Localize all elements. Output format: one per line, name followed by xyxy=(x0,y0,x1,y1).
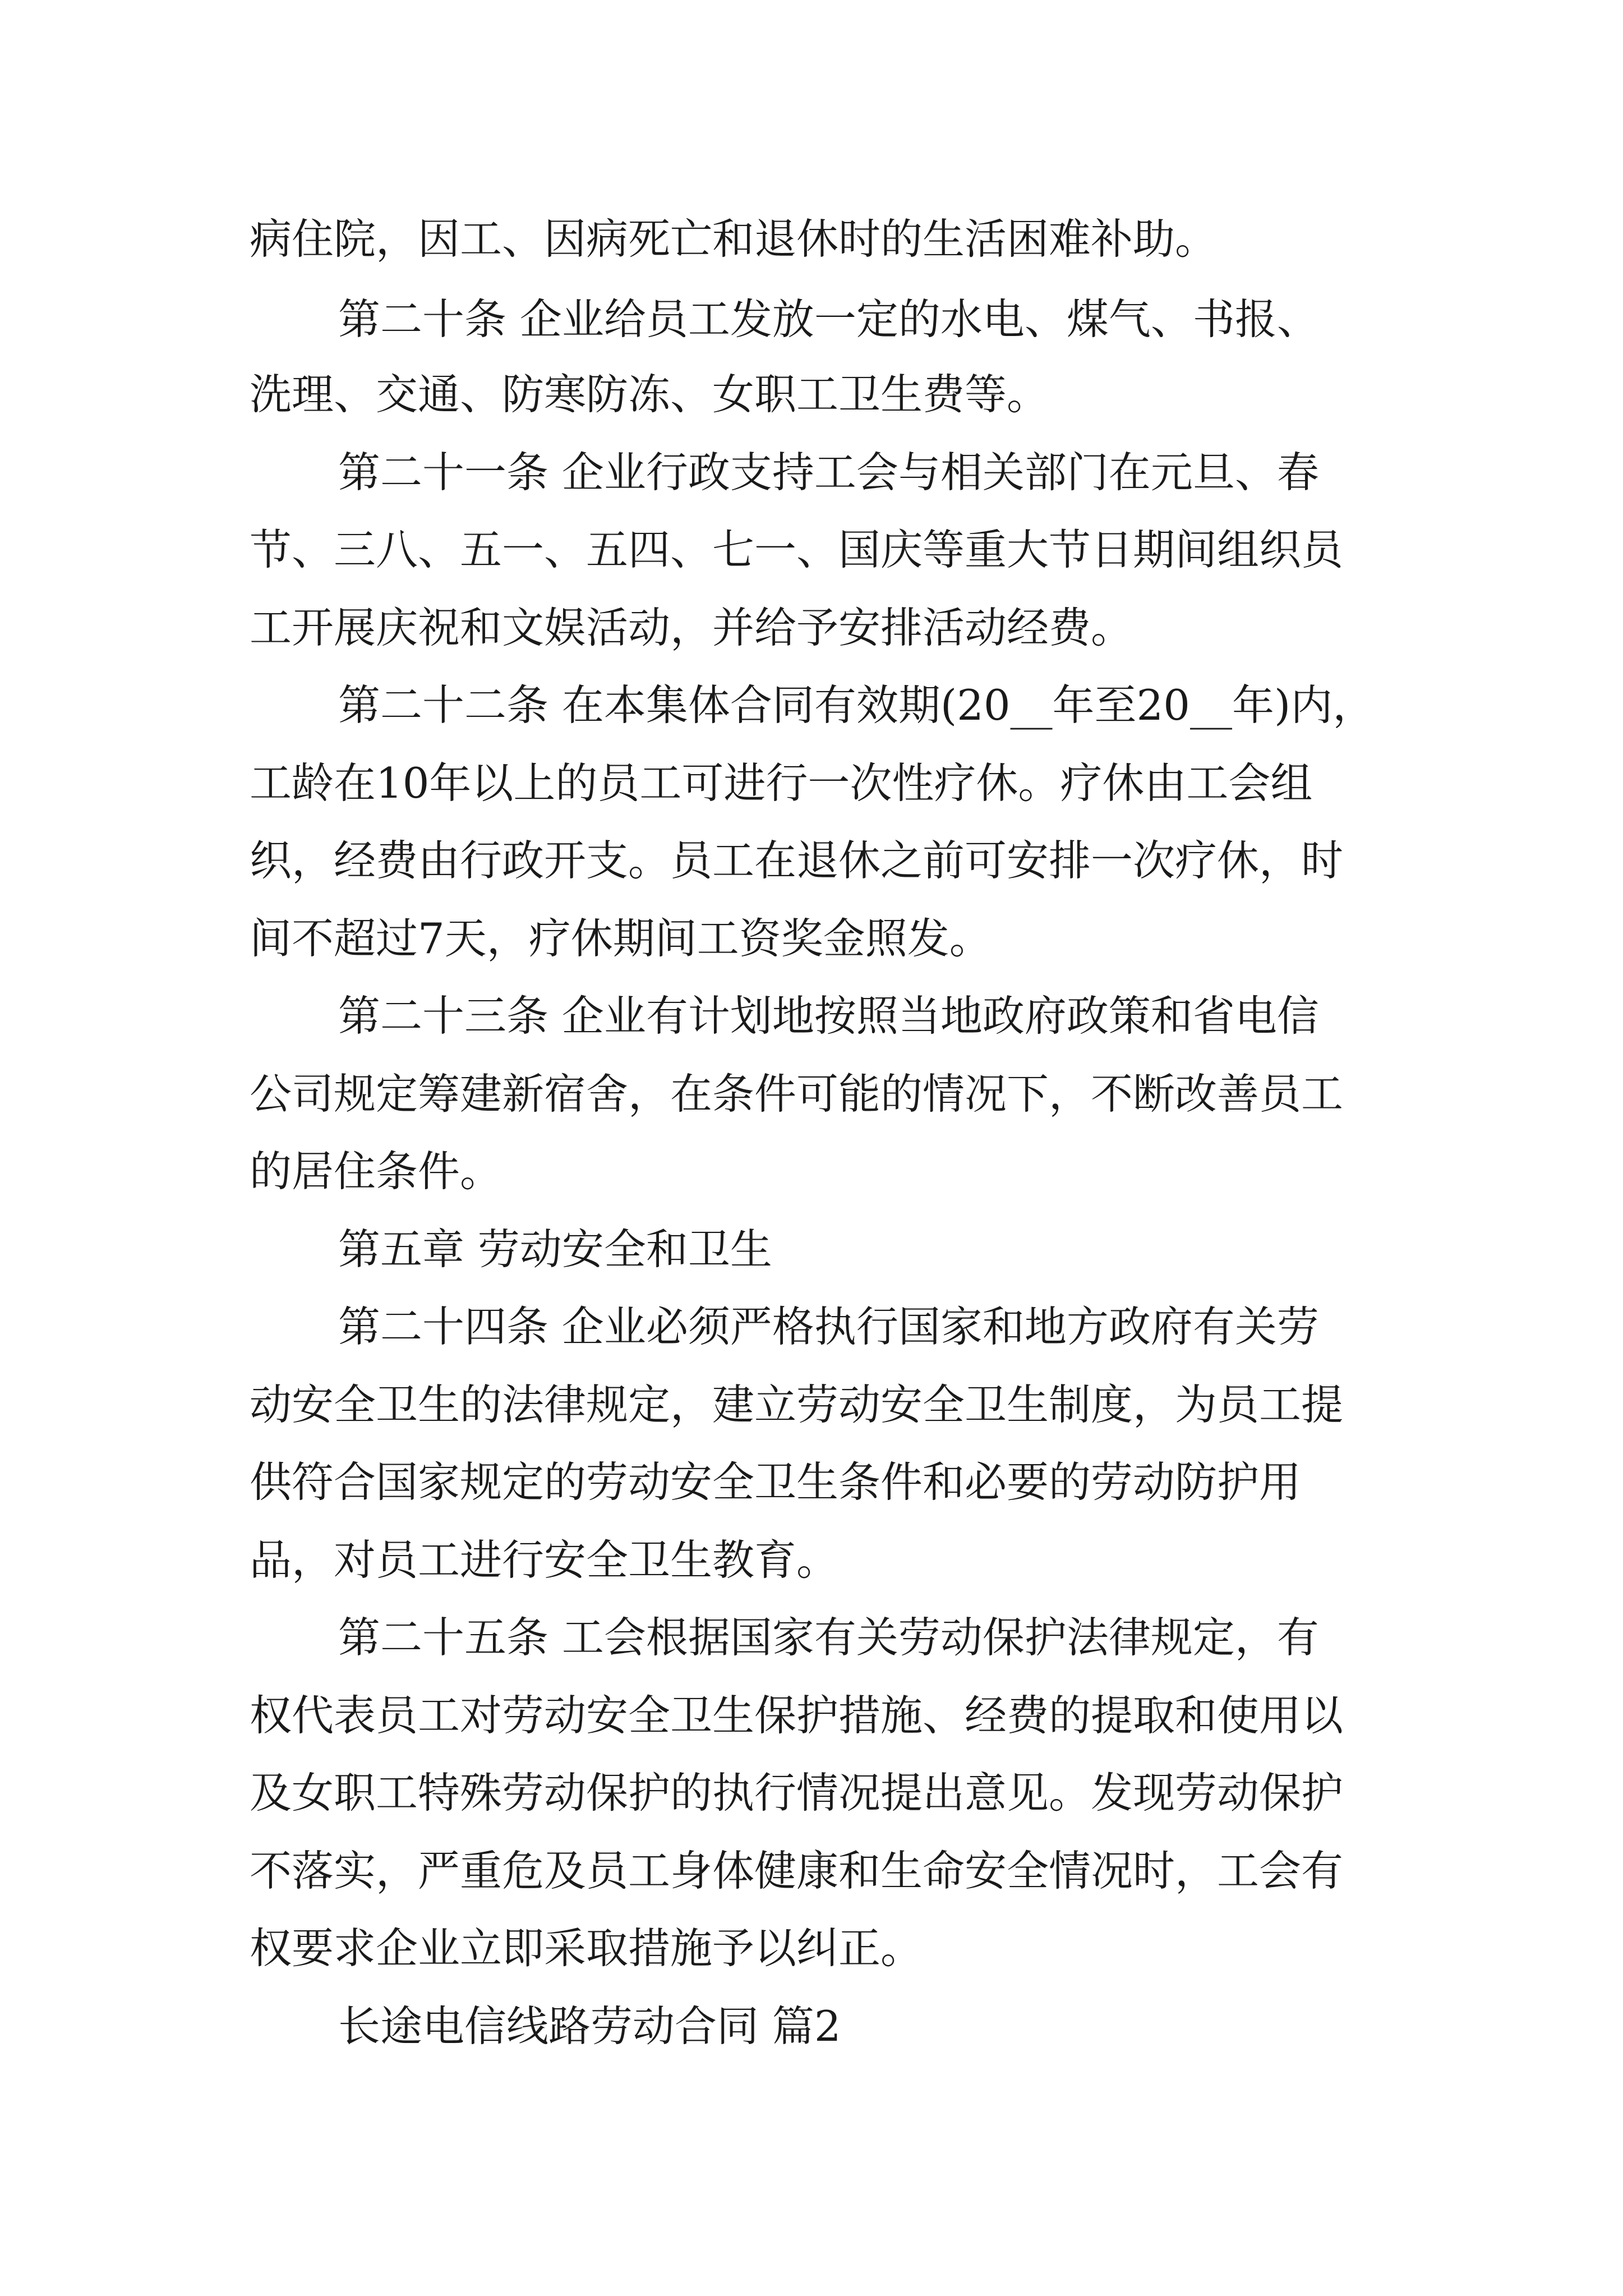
text-line: 及女职工特殊劳动保护的执行情况提出意见。发现劳动保护 xyxy=(250,1768,1344,1818)
text-line: 病住院，因工、因病死亡和退休时的生活困难补助。 xyxy=(250,214,1218,264)
text-line: 节、三八、五一、五四、七一、国庆等重大节日期间组织员 xyxy=(250,525,1344,574)
text-line: 不落实，严重危及员工身体健康和生命安全情况时，工会有 xyxy=(250,1846,1344,1895)
text-line: 第二十三条 企业有计划地按照当地政府政策和省电信 xyxy=(338,991,1319,1041)
text-line: 工开展庆祝和文娱活动，并给予安排活动经费。 xyxy=(250,603,1133,652)
text-line: 间不超过7天，疗休期间工资奖金照发。 xyxy=(250,914,992,963)
text-line: 动安全卫生的法律规定，建立劳动安全卫生制度，为员工提 xyxy=(250,1380,1344,1429)
text-line: 第二十条 企业给员工发放一定的水电、煤气、书报、 xyxy=(338,295,1319,344)
section-title: 长途电信线路劳动合同 篇2 xyxy=(338,2001,841,2051)
text-line: 第二十五条 工会根据国家有关劳动保护法律规定，有 xyxy=(338,1613,1319,1662)
text-line: 第二十二条 在本集体合同有效期(20__年至20__年)内， xyxy=(338,680,1375,730)
text-line: 权代表员工对劳动安全卫生保护措施、经费的提取和使用以 xyxy=(250,1691,1344,1740)
text-line: 织，经费由行政开支。员工在退休之前可安排一次疗休，时 xyxy=(250,836,1344,885)
text-line: 第二十一条 企业行政支持工会与相关部门在元旦、春 xyxy=(338,448,1319,497)
text-line: 工龄在10年以上的员工可进行一次性疗休。疗休由工会组 xyxy=(250,758,1313,808)
chapter-heading: 第五章 劳动安全和卫生 xyxy=(338,1225,772,1274)
text-line: 第二十四条 企业必须严格执行国家和地方政府有关劳 xyxy=(338,1302,1319,1351)
text-line: 供符合国家规定的劳动安全卫生条件和必要的劳动防护用 xyxy=(250,1457,1302,1507)
text-line: 洗理、交通、防寒防冻、女职工卫生费等。 xyxy=(250,370,1049,419)
text-line: 品，对员工进行安全卫生教育。 xyxy=(250,1535,839,1585)
text-line: 公司规定筹建新宿舍，在条件可能的情况下，不断改善员工 xyxy=(250,1069,1344,1119)
text-line: 的居住条件。 xyxy=(250,1147,502,1196)
text-line: 权要求企业立即采取措施予以纠正。 xyxy=(250,1924,923,1973)
